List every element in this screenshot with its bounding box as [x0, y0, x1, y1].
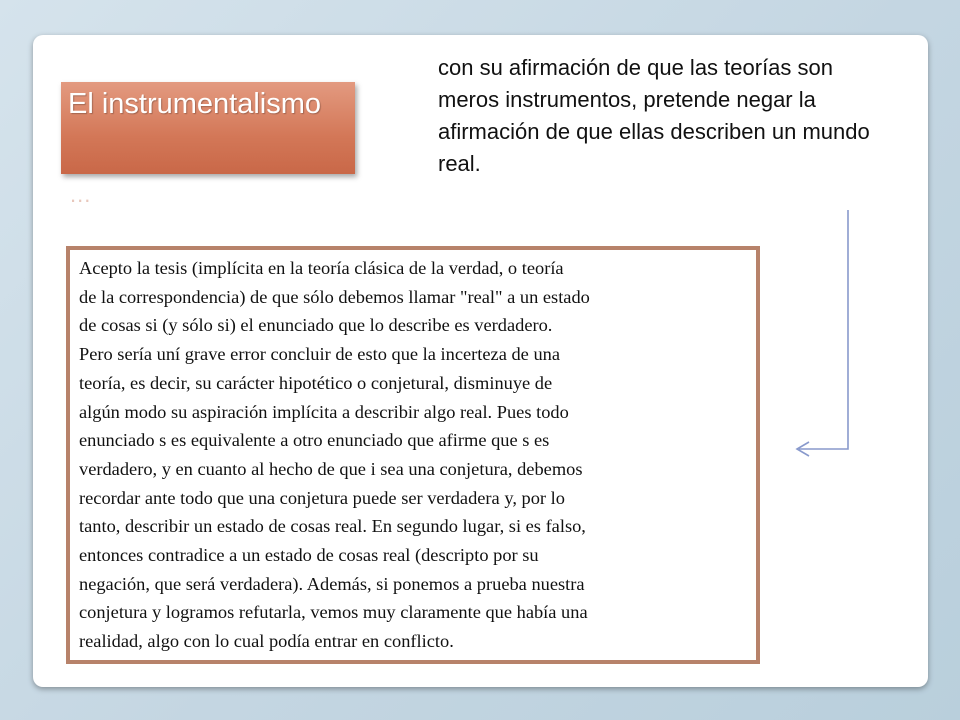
quote-line: verdadero, y en cuanto al hecho de que i sea una conjetura, debemos: [79, 458, 583, 479]
quote-box: [66, 246, 760, 664]
quote-line: enunciado s es equivalente a otro enunciado que afirme que s es: [79, 430, 550, 451]
quote-line: entonces contradice a un estado de cosas real (descripto por su: [79, 545, 539, 566]
quote-line: Pero sería uní grave error concluir de esto que la incerteza de una: [79, 344, 560, 365]
quote-line: de la correspondencia) de que sólo debemos llamar "real" a un estado: [79, 286, 590, 307]
quote-line: negación, que será verdadera). Además, si ponemos a prueba nuestra: [79, 573, 585, 594]
intro-text: con su afirmación de que las teorías son meros instrumentos, pretende negar la afirmación de que ellas describen un mundo real.: [438, 55, 870, 176]
quote-line: tanto, describir un estado de cosas real. En segundo lugar, si es falso,: [79, 516, 586, 537]
quote-line: algún modo su aspiración implícita a describir algo real. Pues todo: [79, 401, 569, 422]
quote-line: Acepto la tesis (implícita en la teoría clásica de la verdad, o teoría: [79, 258, 564, 278]
connector-arrow-icon: [790, 205, 860, 465]
quote-line: teoría, es decir, su carácter hipotético o conjetural, disminuye de: [79, 372, 553, 393]
quote-text: [79, 254, 750, 656]
quote-line: recordar ante todo que una conjetura puede ser verdadera y, por lo: [79, 487, 565, 508]
quote-line: conjetura y logramos refutarla, vemos muy claramente que había una: [79, 602, 588, 623]
quote-line: de cosas si (y sólo si) el enunciado que lo describe es verdadero.: [79, 315, 553, 336]
quote-line: realidad, algo con lo cual podía entrar en conflicto.: [79, 631, 454, 652]
title-reflection: ...: [70, 188, 130, 204]
slide-title: El instrumentalismo: [68, 88, 322, 120]
